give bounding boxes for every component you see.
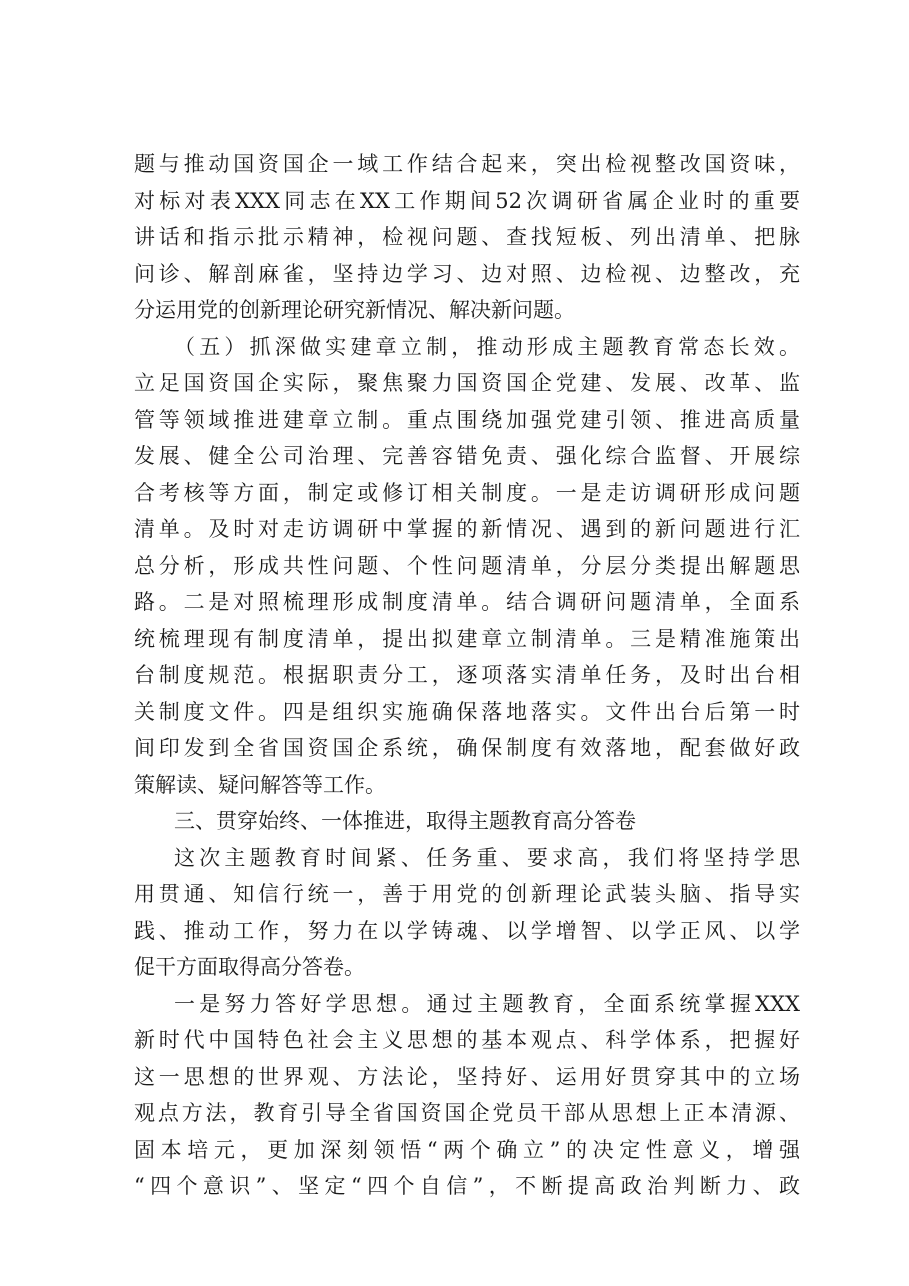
document-body	[134, 146, 800, 1205]
text-line: 这一思想的世界观、方法论，坚持好、运用好贯穿其中的立场	[134, 1064, 800, 1089]
text-line: 用贯通、知信行统一，善于用党的创新理论武装头脑、指导实	[134, 882, 800, 906]
text-line: 这次主题教育时间紧、任务重、要求高，我们将坚持学思	[174, 845, 800, 870]
text-line: 分运用党的创新理论研究新情况、解决新问题。	[134, 298, 575, 322]
text-line: 路。二是对照梳理形成制度清单。结合调研问题清单，全面系	[134, 590, 800, 614]
text-line: 立足国资国企实际，聚焦聚力国资国企党建、发展、改革、监	[134, 371, 800, 395]
text-line: 对标对表XXX同志在XX工作期间52次调研省属企业时的重要	[134, 188, 800, 213]
text-line: 题与推动国资国企一域工作结合起来，突出检视整改国资味，	[134, 152, 800, 176]
text-line: 践、推动工作，努力在以学铸魂、以学增智、以学正风、以学	[134, 918, 800, 943]
text-line: 固本培元，更加深刻领悟“两个确立”的决定性意义，增强	[134, 1137, 800, 1162]
text-line: 清单。及时对走访调研中掌握的新情况、遇到的新问题进行汇	[134, 517, 800, 541]
text-line: 台制度规范。根据职责分工，逐项落实清单任务，及时出台相	[134, 663, 800, 687]
text-line: 总分析，形成共性问题、个性问题清单，分层分类提出解题思	[134, 553, 800, 578]
text-line: 观点方法，教育引导全省国资国企党员干部从思想上正本清源、	[134, 1101, 800, 1125]
text-line: “四个意识”、坚定“四个自信”，不断提高政治判断力、政	[134, 1174, 800, 1198]
text-line: 一是努力答好学思想。通过主题教育，全面系统掌握XXX	[174, 991, 800, 1016]
text-line: 合考核等方面，制定或修订相关制度。一是走访调研形成问题	[134, 480, 800, 505]
text-line: 间印发到全省国资国企系统，确保制度有效落地，配套做好政	[134, 736, 800, 760]
text-line: 统梳理现有制度清单，提出拟建章立制清单。三是精准施策出	[134, 626, 800, 651]
text-line: 关制度文件。四是组织实施确保落地落实。文件出台后第一时	[134, 699, 800, 724]
text-line: 管等领域推进建章立制。重点围绕加强党建引领、推进高质量	[134, 407, 800, 432]
text-line: 促干方面取得高分答卷。	[134, 955, 365, 979]
text-line: 讲话和指示批示精神，检视问题、查找短板、列出清单、把脉	[134, 225, 800, 249]
text-line: 问诊、解剖麻雀，坚持边学习、边对照、边检视、边整改，充	[134, 261, 800, 286]
text-line: 策解读、疑问解答等工作。	[134, 772, 386, 797]
text-line: （五）抓深做实建章立制，推动形成主题教育常态长效。	[174, 334, 800, 359]
text-line: 新时代中国特色社会主义思想的基本观点、科学体系，把握好	[134, 1028, 800, 1052]
text-line: 三、贯穿始终、一体推进，取得主题教育高分答卷	[174, 809, 636, 833]
text-line: 发展、健全公司治理、完善容错免责、强化综合监督、开展综	[134, 444, 800, 468]
